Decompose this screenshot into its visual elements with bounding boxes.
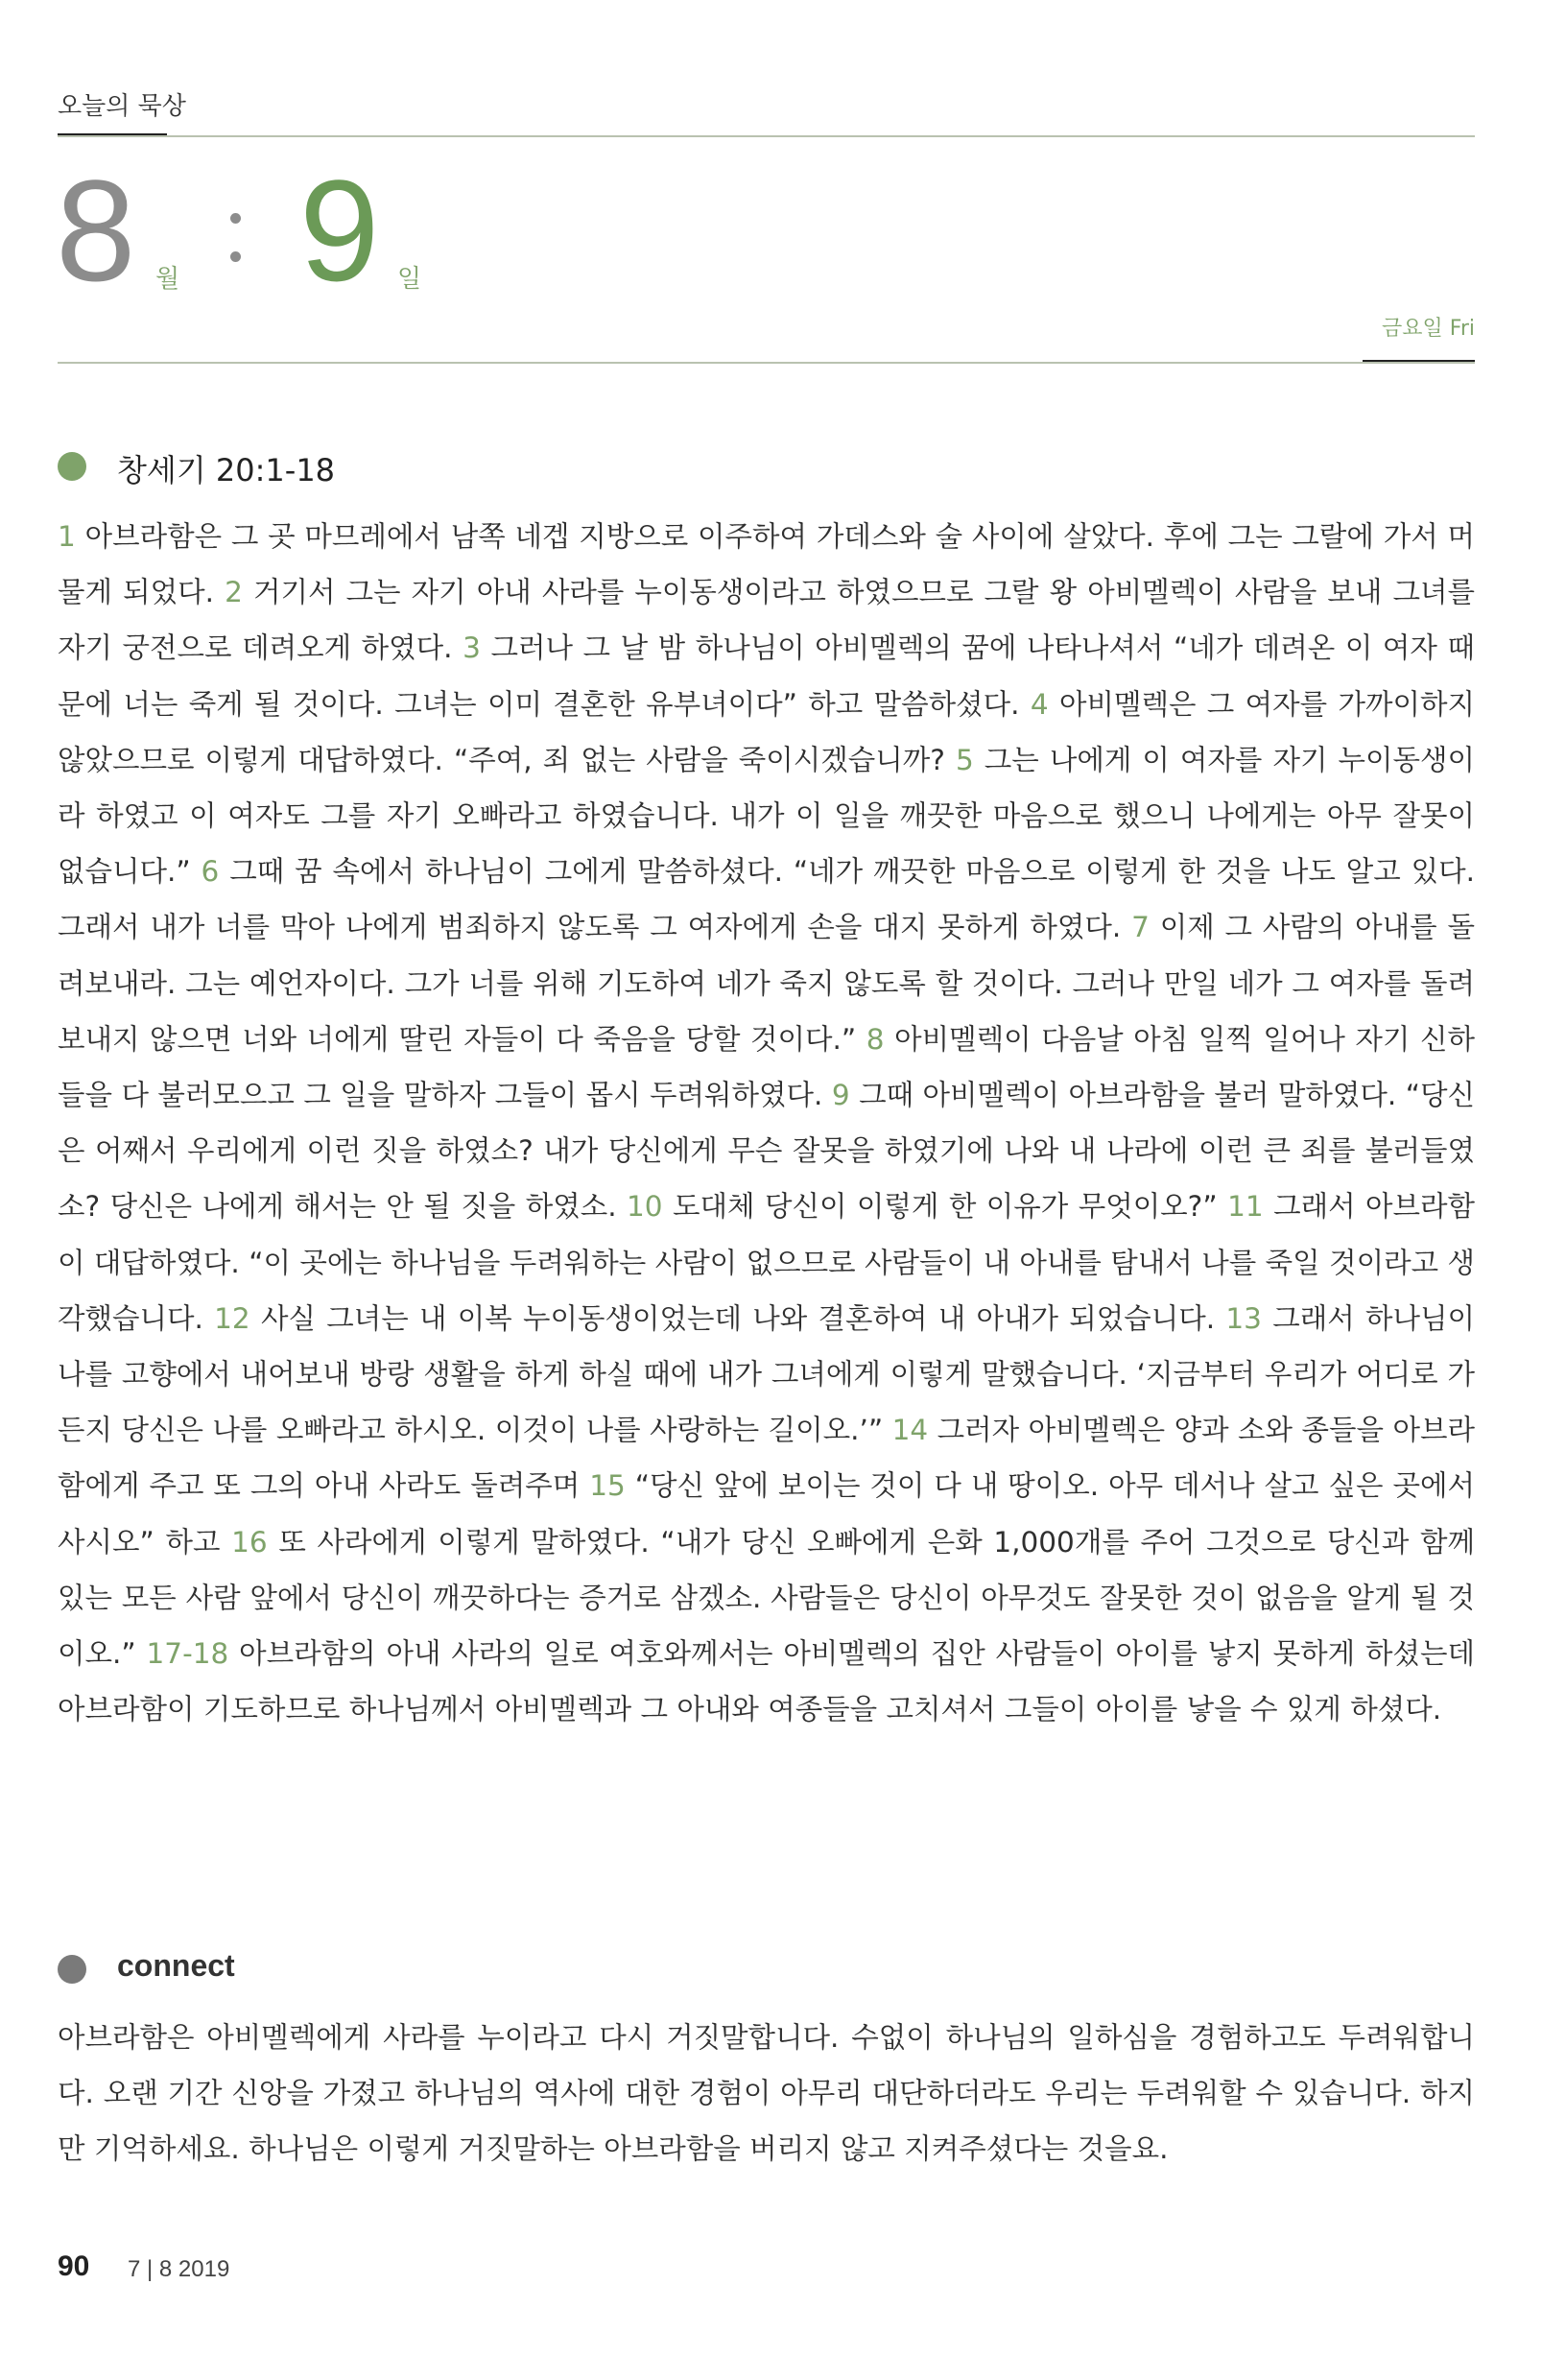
date-day: 9	[299, 150, 380, 311]
verse-number: 2	[225, 576, 243, 609]
verse-number: 17-18	[146, 1637, 229, 1671]
verse-number: 11	[1227, 1190, 1264, 1224]
verse-number: 5	[955, 743, 974, 776]
verse-text: 아비멜렉은 그 여자를 가까이하지 않았으므로 이렇게 대답하였다. “주여, 죄 없는 사람을 죽이시겠습니까?	[58, 687, 1475, 776]
connect-bullet-icon	[58, 1955, 86, 1984]
verse-text: 아브라함은 그 곳 마므레에서 남쪽 네겝 지방으로 이주하여 가데스와 술 사이에 살았다. 후에 그는 그랄에 가서 머물게 되었다.	[58, 520, 1475, 609]
verse-text: 그는 나에게 이 여자를 자기 누이동생이라 하였고 이 여자도 그를 자기 오빠라고 하였습니다. 내가 이 일을 깨끗한 마음으로 했으니 나에게는 아무 잘못이 없습니다.”	[58, 743, 1475, 889]
verse-number: 9	[831, 1079, 850, 1112]
verse-text: 그러나 그 날 밤 하나님이 아비멜렉의 꿈에 나타나셔서 “네가 데려온 이 여자 때문에 너는 죽게 될 것이다. 그녀는 이미 결혼한 유부녀이다” 하고 말씀하셨다.	[58, 631, 1475, 721]
header-title: 오늘의 묵상	[58, 92, 186, 121]
verse-number: 1	[58, 520, 76, 553]
verse-text: 그래서 아브라함이 대답하였다. “이 곳에는 하나님을 두려워하는 사람이 없으므로 사람들이 내 아내를 탐내서 나를 죽일 것이라고 생각했습니다.	[58, 1190, 1475, 1335]
verse-text: 사실 그녀는 내 이복 누이동생이었는데 나와 결혼하여 내 아내가 되었습니다.	[260, 1301, 1216, 1335]
header-divider	[58, 135, 1475, 137]
verse-number: 6	[201, 855, 220, 889]
scripture-bullet-icon	[58, 452, 86, 481]
date-month: 8	[56, 150, 136, 311]
page-number: 90	[58, 2250, 90, 2282]
connect-heading: connect	[117, 1948, 235, 1983]
verse-number: 10	[627, 1190, 663, 1224]
verse-number: 14	[891, 1414, 929, 1447]
verse-text: 아비멜렉이 다음날 아침 일찍 일어나 자기 신하들을 다 불러모으고 그 일을 말하자 그들이 몹시 두려워하였다.	[58, 1022, 1475, 1112]
issue-label: 7 | 8 2019	[128, 2256, 230, 2282]
date-day-unit: 일	[397, 265, 422, 294]
verse-number: 4	[1030, 687, 1049, 721]
date-colon-dot-top	[230, 213, 241, 224]
verse-text: 그때 아비멜렉이 아브라함을 불러 말하였다. “당신은 어째서 우리에게 이런 짓을 하였소? 내가 당신에게 무슨 잘못을 하였기에 나와 내 나라에 이런 큰 죄를 불러들였소? 당신은 나에게 해서는 안 될 짓을 하였소.	[58, 1079, 1475, 1224]
verse-number: 16	[231, 1525, 268, 1559]
verse-text: 거기서 그는 자기 아내 사라를 누이동생이라고 하였으므로 그랄 왕 아비멜렉이 사람을 보내 그녀를 자기 궁전으로 데려오게 하였다.	[58, 576, 1475, 665]
verse-text: 또 사라에게 이렇게 말하였다. “내가 당신 오빠에게 은화 1,000개를 주어 그것으로 당신과 함께 있는 모든 사람 앞에서 당신이 깨끗하다는 증거로 삼겠소. 사람들은 당신이 아무것도 잘못한 것이 없음을 알게 될 것이오.”	[58, 1525, 1475, 1671]
date-month-unit: 월	[155, 265, 180, 294]
connect-text: 아브라함은 아비멜렉에게 사라를 누이라고 다시 거짓말합니다. 수없이 하나님의 일하심을 경험하고도 두려워합니다. 오랜 기간 신앙을 가졌고 하나님의 역사에 대한 경험이 아무리 대단하더라도 우리는 두려워할 수 있습니다. 하지만 기억하세요. 하나님은 이렇게 거짓말하는 아브라함을 버리지 않고 지켜주셨다는 것을요.	[58, 2021, 1475, 2165]
verse-text: 이제 그 사람의 아내를 돌려보내라. 그는 예언자이다. 그가 너를 위해 기도하여 네가 죽지 않도록 할 것이다. 그러나 만일 네가 그 여자를 돌려보내지 않으면 너와 너에게 딸린 자들이 다 죽음을 당할 것이다.”	[58, 911, 1475, 1056]
scripture-reference: 창세기 20:1-18	[117, 452, 336, 488]
verse-number: 7	[1131, 911, 1150, 944]
verse-text: 그때 꿈 속에서 하나님이 그에게 말씀하셨다. “네가 깨끗한 마음으로 이렇게 한 것을 나도 알고 있다. 그래서 내가 너를 막아 나에게 범죄하지 않도록 그 여자에게 손을 대지 못하게 하였다.	[58, 855, 1475, 944]
verse-number: 12	[214, 1301, 250, 1335]
date-colon-dot-bottom	[230, 251, 241, 262]
verse-number: 3	[463, 631, 481, 665]
weekday-label: 금요일 Fri	[1382, 317, 1475, 341]
verse-text: “당신 앞에 보이는 것이 다 내 땅이오. 아무 데서나 살고 싶은 곳에서 사시오” 하고	[58, 1469, 1475, 1559]
verse-number: 8	[866, 1022, 885, 1056]
verse-text: 아브라함의 아내 사라의 일로 여호와께서는 아비멜렉의 집안 사람들이 아이를 낳지 못하게 하셨는데 아브라함이 기도하므로 하나님께서 아비멜렉과 그 아내와 여종들을 고치셔서 그들이 아이를 낳을 수 있게 하셨다.	[58, 1637, 1475, 1726]
verse-text: 그러자 아비멜렉은 양과 소와 종들을 아브라함에게 주고 또 그의 아내 사라도 돌려주며	[58, 1414, 1475, 1503]
verse-number: 15	[589, 1469, 626, 1503]
verse-text: 그래서 하나님이 나를 고향에서 내어보내 방랑 생활을 하게 하실 때에 내가 그녀에게 이렇게 말했습니다. ‘지금부터 우리가 어디로 가든지 당신은 나를 오빠라고 하시오. 이것이 나를 사랑하는 길이오.’”	[58, 1301, 1475, 1447]
scripture-text	[58, 509, 1475, 1737]
verse-number: 13	[1225, 1301, 1262, 1335]
verse-text: 도대체 당신이 이렇게 한 이유가 무엇이오?”	[673, 1190, 1218, 1224]
date-divider	[58, 362, 1475, 364]
